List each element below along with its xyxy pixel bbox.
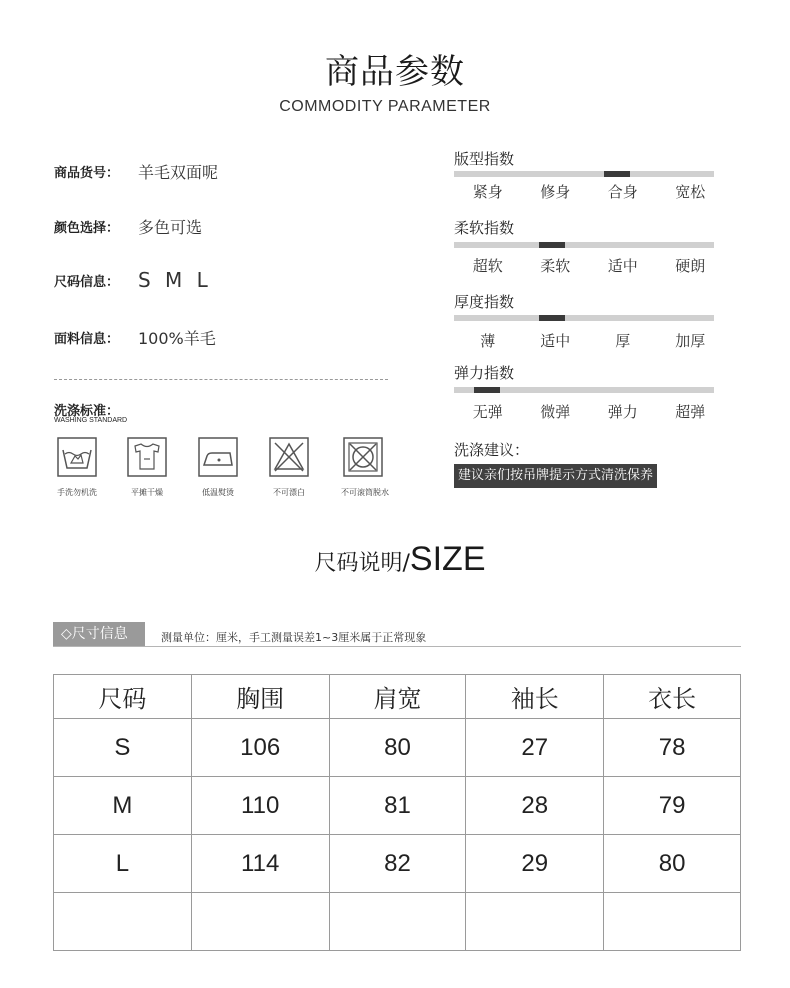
table-cell: 114 <box>191 835 329 893</box>
index-marker <box>539 315 565 321</box>
index-option: 加厚 <box>675 332 706 350</box>
index-marker <box>539 242 565 248</box>
table-cell: L <box>54 835 192 893</box>
thickness-index-options <box>454 330 724 351</box>
param-fabric <box>54 326 216 349</box>
elasticity-index-bar <box>454 387 714 393</box>
index-marker <box>474 387 500 393</box>
size-title-en: SIZE <box>409 540 486 578</box>
advice-text: 建议亲们按吊牌提示方式清洗保养 <box>454 464 657 488</box>
index-option: 硬朗 <box>675 257 706 275</box>
table-header-row <box>54 675 741 719</box>
hand-wash-icon <box>57 437 97 477</box>
table-cell: 110 <box>191 777 329 835</box>
index-option: 无弹 <box>472 403 503 421</box>
size-section-title <box>0 540 790 579</box>
thickness-index-bar <box>454 315 714 321</box>
table-cell: 27 <box>466 719 604 777</box>
size-info-tag: ◇尺寸信息 <box>53 622 145 646</box>
table-cell: 29 <box>466 835 604 893</box>
size-note: 测量单位：厘米，手工测量误差1~3厘米属于正常现象 <box>161 631 427 644</box>
table-row <box>54 777 741 835</box>
table-cell <box>329 893 466 951</box>
page-subtitle: COMMODITY PARAMETER <box>279 98 491 115</box>
wash-label: 平摊干燥 <box>131 488 163 497</box>
param-size <box>54 268 212 292</box>
advice-title: 洗涤建议： <box>454 441 530 459</box>
no-bleach-icon <box>269 437 309 477</box>
param-label: 尺码信息： <box>54 274 120 290</box>
table-cell: 106 <box>191 719 329 777</box>
table-cell: 28 <box>466 777 604 835</box>
divider <box>54 379 388 380</box>
low-iron-icon <box>198 437 238 477</box>
page-title: 商品参数 <box>325 52 465 92</box>
size-title-cn: 尺码说明/ <box>314 551 410 576</box>
table-cell <box>54 893 192 951</box>
elasticity-index-options <box>454 401 724 422</box>
softness-index-options <box>454 255 724 276</box>
wash-label: 手洗勿机洗 <box>57 488 97 497</box>
index-option: 微弹 <box>540 403 571 421</box>
table-cell: M <box>54 777 192 835</box>
param-value: 多色可选 <box>138 218 203 237</box>
param-value: 羊毛双面呢 <box>138 163 219 182</box>
index-option: 弹力 <box>607 403 638 421</box>
table-cell: S <box>54 719 192 777</box>
table-header-cell: 衣长 <box>604 675 741 719</box>
table-header-cell: 袖长 <box>466 675 604 719</box>
table-cell <box>191 893 329 951</box>
table-header-cell: 胸围 <box>191 675 329 719</box>
param-label: 商品货号： <box>54 166 120 181</box>
table-cell: 81 <box>329 777 466 835</box>
washing-title: 洗涤标准： <box>54 404 120 419</box>
table-cell <box>604 893 741 951</box>
fit-index-bar <box>454 171 714 177</box>
softness-index-bar <box>454 242 714 248</box>
table-cell: 80 <box>604 835 741 893</box>
param-color <box>54 215 202 238</box>
no-tumble-dry-icon <box>343 437 383 477</box>
index-option: 宽松 <box>675 183 706 201</box>
param-value: 100%羊毛 <box>138 329 216 348</box>
index-option: 紧身 <box>472 183 503 201</box>
thickness-index-title: 厚度指数 <box>454 293 515 311</box>
size-table <box>53 674 741 951</box>
index-option: 修身 <box>540 183 571 201</box>
washing-subtitle: WASHING STANDARD <box>54 417 128 424</box>
wash-label: 不可漂白 <box>273 488 305 497</box>
table-row <box>54 719 741 777</box>
table-header-cell: 肩宽 <box>329 675 466 719</box>
index-option: 适中 <box>540 332 571 350</box>
table-cell <box>466 893 604 951</box>
fit-index-title: 版型指数 <box>454 150 515 168</box>
index-option: 柔软 <box>540 257 571 275</box>
wash-label: 低温熨烫 <box>202 488 234 497</box>
table-cell: 78 <box>604 719 741 777</box>
elasticity-index-title: 弹力指数 <box>454 364 515 382</box>
index-option: 厚 <box>615 332 631 350</box>
softness-index-title: 柔软指数 <box>454 219 515 237</box>
index-option: 合身 <box>607 183 638 201</box>
table-cell: 79 <box>604 777 741 835</box>
param-value: S M L <box>138 268 212 292</box>
param-label: 颜色选择： <box>54 221 120 236</box>
index-option: 超弹 <box>675 403 706 421</box>
table-row <box>54 835 741 893</box>
index-marker <box>604 171 630 177</box>
wash-label: 不可滚筒脱水 <box>341 488 389 497</box>
param-item-code <box>54 160 218 183</box>
table-cell: 82 <box>329 835 466 893</box>
fit-index-options <box>454 181 724 202</box>
table-header-cell: 尺码 <box>54 675 192 719</box>
index-option: 薄 <box>480 332 496 350</box>
index-option: 适中 <box>607 257 638 275</box>
table-row <box>54 893 741 951</box>
index-option: 超软 <box>472 257 503 275</box>
table-cell: 80 <box>329 719 466 777</box>
param-label: 面料信息： <box>54 332 120 347</box>
divider <box>53 646 741 647</box>
flat-dry-icon <box>127 437 167 477</box>
